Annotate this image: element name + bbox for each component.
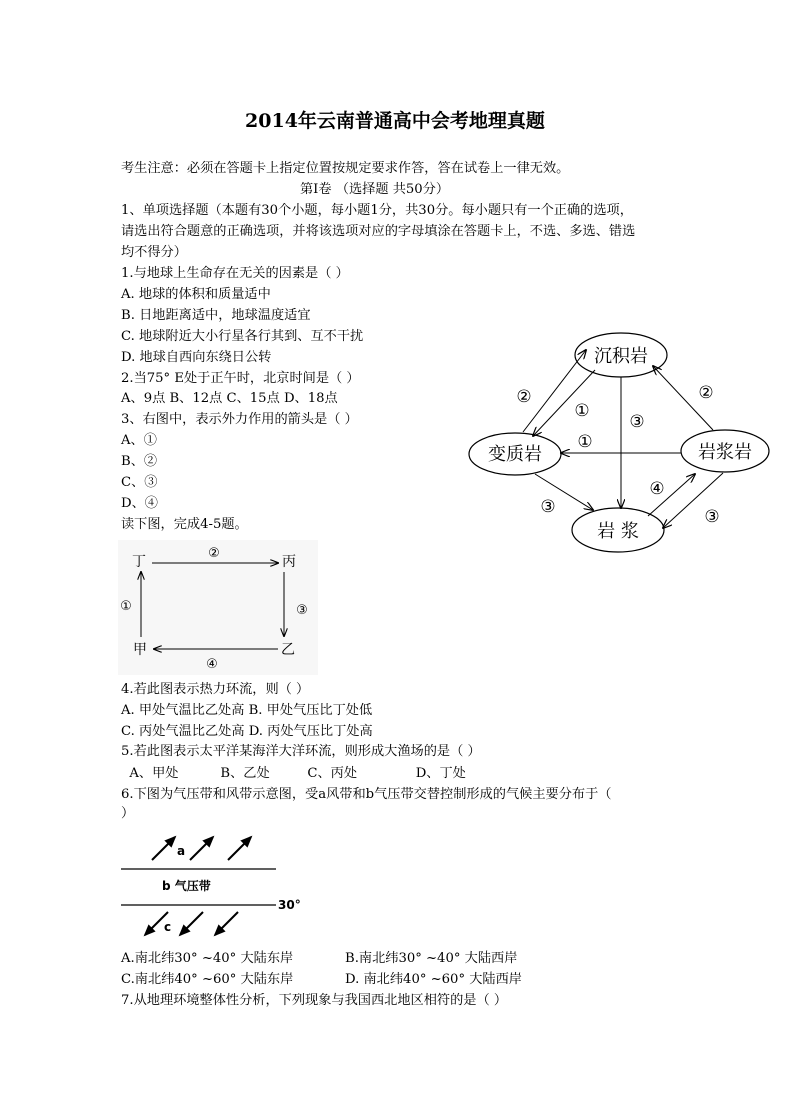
q1-stem: 1.与地球上生命存在无关的因素是（ ）	[121, 266, 349, 281]
wind-arrow-a	[228, 837, 251, 860]
q5-stem: 5.若此图表示太平洋某海洋大洋环流，则形成大渔场的是（ ）	[121, 744, 481, 759]
corner-yi: 乙	[281, 642, 295, 658]
instruction-line: 请选出符合题意的正确选项，并将该选项对应的字母填涂在答题卡上，不选、多选、错选	[121, 224, 636, 239]
label-4: ④	[649, 479, 665, 499]
wind-arrow-a	[152, 837, 175, 860]
q2-options: A、9点 B、12点 C、15点 D、18点	[121, 391, 338, 406]
igneous-rock-label: 岩浆岩	[698, 442, 752, 463]
q4-options-row: C. 丙处气温比乙处高 D. 丙处气压比丁处高	[121, 724, 373, 739]
metamorphic-rock-label: 变质岩	[488, 444, 542, 465]
corner-ding: 丁	[132, 554, 146, 570]
q4-stem: 4.若此图表示热力环流，则（ ）	[121, 682, 310, 697]
circulation-diagram	[118, 540, 318, 675]
corner-jia: 甲	[133, 642, 147, 658]
q6-stem-cont: ）	[121, 806, 135, 821]
instruction-line: 均不得分）	[121, 245, 187, 260]
label-2-right: ②	[698, 383, 714, 403]
pressure-belt-diagram	[118, 828, 308, 948]
q1-option: A. 地球的体积和质量适中	[121, 287, 271, 302]
label-1-lower: ①	[577, 432, 593, 452]
page-title: 2014年云南普通高中会考地理真题	[245, 110, 545, 132]
q5-options: A、甲处 B、乙处 C、丙处 D、丁处	[121, 766, 466, 781]
sediment-rock-label: 沉积岩	[594, 346, 648, 367]
section-heading: 第Ⅰ卷 （选择题 共50分）	[300, 182, 450, 197]
label-1-upper: ①	[574, 401, 590, 421]
q3-option: D、④	[121, 496, 158, 511]
wind-arrow-c	[180, 912, 203, 935]
label-c: c	[164, 920, 172, 934]
wind-arrow-a	[190, 837, 213, 860]
label-2-left: ②	[516, 387, 532, 407]
q2-stem: 2.当75° E处于正午时，北京时间是（ ）	[121, 371, 360, 386]
arrow-label-3: ③	[296, 603, 308, 618]
q1-option: B. 日地距离适中，地球温度适宜	[121, 308, 311, 323]
exam-notice: 考生注意：必须在答题卡上指定位置按规定要求作答，答在试卷上一律无效。	[121, 161, 570, 176]
q6-option-d: D. 南北纬40° ~60° 大陆西岸	[345, 972, 522, 987]
q6-stem: 6.下图为气压带和风带示意图，受a风带和b气压带交替控制形成的气候主要分布于（	[121, 787, 612, 802]
label-3-center: ③	[629, 412, 645, 432]
magma-label: 岩 浆	[597, 521, 639, 542]
q7-stem: 7.从地理环境整体性分析，下列现象与我国西北地区相符的是（ ）	[121, 993, 508, 1008]
label-3-right: ③	[704, 507, 720, 527]
q4-options-row: A. 甲处气温比乙处高 B. 甲处气压比丁处低	[121, 703, 373, 718]
q3-option: B、②	[121, 454, 158, 469]
arrow-label-2: ②	[208, 546, 220, 561]
label-3-left: ③	[540, 497, 556, 517]
q3-stem: 3、右图中，表示外力作用的箭头是（ ）	[121, 412, 358, 427]
label-b-pressure-belt: b 气压带	[162, 879, 211, 893]
label-a: a	[177, 844, 186, 858]
wind-arrow-c	[215, 912, 238, 935]
q1-option: C. 地球附近大小行星各行其到、互不干扰	[121, 329, 364, 344]
q6-option-b: B.南北纬30° ~40° 大陆西岸	[345, 951, 518, 966]
rock-cycle-diagram	[455, 330, 785, 560]
q3-option: C、③	[121, 475, 158, 490]
q1-option: D. 地球自西向东绕日公转	[121, 350, 272, 365]
corner-bing: 丙	[282, 554, 296, 570]
label-30-degrees: 30°	[278, 898, 301, 912]
instruction-line: 1、单项选择题（本题有30个小题，每小题1分，共30分。每小题只有一个正确的选项，	[121, 203, 633, 218]
q3-option: A、①	[121, 433, 157, 448]
arrow-label-1: ①	[120, 599, 132, 614]
q6-option-c: C.南北纬40° ~60° 大陆东岸	[121, 972, 294, 987]
read-instruction: 读下图，完成4-5题。	[121, 517, 248, 532]
q6-option-a: A.南北纬30° ~40° 大陆东岸	[121, 951, 294, 966]
arrow-label-4: ④	[206, 657, 218, 672]
